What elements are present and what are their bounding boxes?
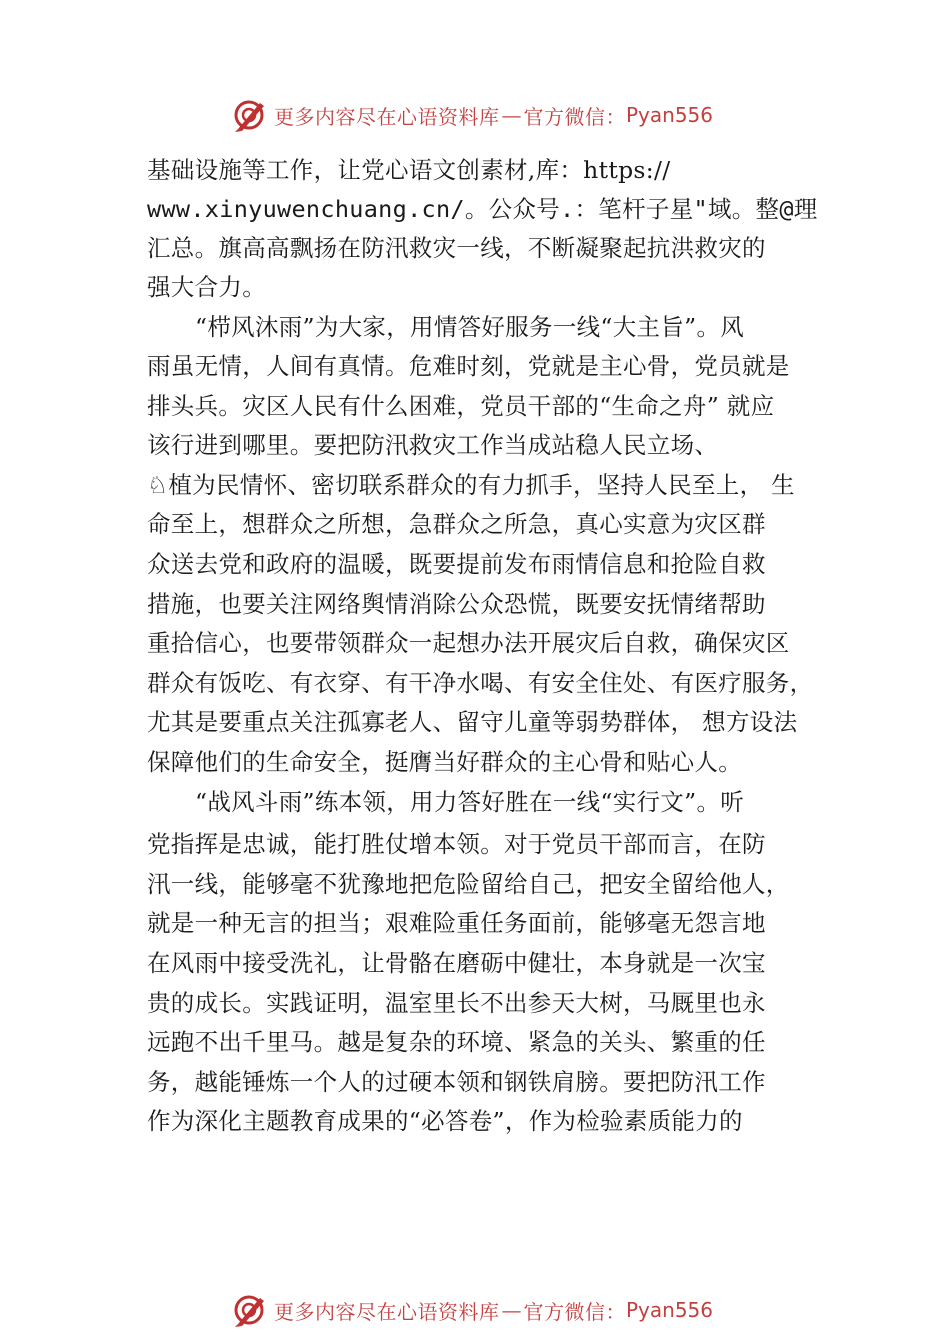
text-line: 作为深化主题教育成果的“必答卷”，作为检验素质能力的 [147,1107,743,1135]
text-line: 在风雨中接受洗礼，让骨骼在磨砺中健壮，本身就是一次宝 [147,949,766,977]
paragraph-start-line: “栉风沐雨”为大家，用情答好服务一线“大主旨”。风 [195,313,745,341]
text-line: 务，越能锤炼一个人的过硬本领和钢铁肩膀。要把防汛工作 [147,1068,766,1096]
text-line: 重拾信心，也要带领群众一起想办法开展灾后自救，确保灾区 [147,629,790,657]
text-line: 汇总。旗高高飘扬在防汛救灾一线，不断凝聚起抗洪救灾的 [147,234,766,262]
text-line: 雨虽无情，人间有真情。危难时刻，党就是主心骨，党员就是 [147,352,790,380]
footer-wechat-id: Pyan556 [626,1298,714,1322]
text-line: 该行进到哪里。要把防汛救灾工作当成站稳人民立场、 [147,431,719,459]
text-line: 众送去党和政府的温暖，既要提前发布雨情信息和抢险自救 [147,550,766,578]
paragraph-start-line: “战风斗雨”练本领，用力答好胜在一线“实行文”。听 [195,788,745,816]
text-line: 党指挥是忠诚，能打胜仗增本领。对于党员干部而言，在防 [147,830,766,858]
text-line: 尤其是要重点关注孤寡老人、留守儿童等弱势群体， 想方设法 [147,708,798,736]
text-line: 汛一线，能够毫不犹豫地把危险留给自己，把安全留给他人， [147,870,790,898]
header-wechat-label: 官方微信： [523,104,626,129]
footer-wechat-label: 官方微信： [523,1299,626,1324]
pen-logo-icon [230,1290,270,1330]
text-line: 排头兵。灾区人民有什么困难，党员干部的“生命之舟” 就应 [147,392,775,420]
text-line: www.xinyuwenchuang.cn/。公众号.：笔杆子星"域。整@理 [147,195,818,223]
text-line: ♘植为民情怀、密切联系群众的有力抓手，坚持人民至上， 生 [147,471,795,499]
header-wechat-id: Pyan556 [626,103,714,127]
footer-banner [230,1290,713,1330]
text-line: 基础设施等工作，让党心语文创素材,库：https:// [147,156,671,184]
text-line: 强大合力。 [147,273,266,301]
header-title: 更多内容尽在心语资料库 [274,104,500,129]
text-line: 群众有饭吃、有衣穿、有干净水喝、有安全住处、有医疗服务， [147,669,814,697]
text-line: 保障他们的生命安全，挺膺当好群众的主心骨和贴心人。 [147,748,742,776]
footer-title: 更多内容尽在心语资料库 [274,1299,500,1324]
header-banner [230,95,713,135]
text-line: 命至上，想群众之所想，急群众之所急，真心实意为灾区群 [147,510,766,538]
text-line: 贵的成长。实践证明，温室里长不出参天大树，马厩里也永 [147,989,766,1017]
header-separator: — [501,103,522,127]
footer-separator: — [501,1298,522,1322]
text-line: 措施，也要关注网络舆情消除公众恐慌，既要安抚情绪帮助 [147,590,766,618]
pen-logo-icon [230,95,270,135]
text-line: 远跑不出千里马。越是复杂的环境、紧急的关头、繁重的任 [147,1028,766,1056]
text-line: 就是一种无言的担当；艰难险重任务面前，能够毫无怨言地 [147,909,766,937]
